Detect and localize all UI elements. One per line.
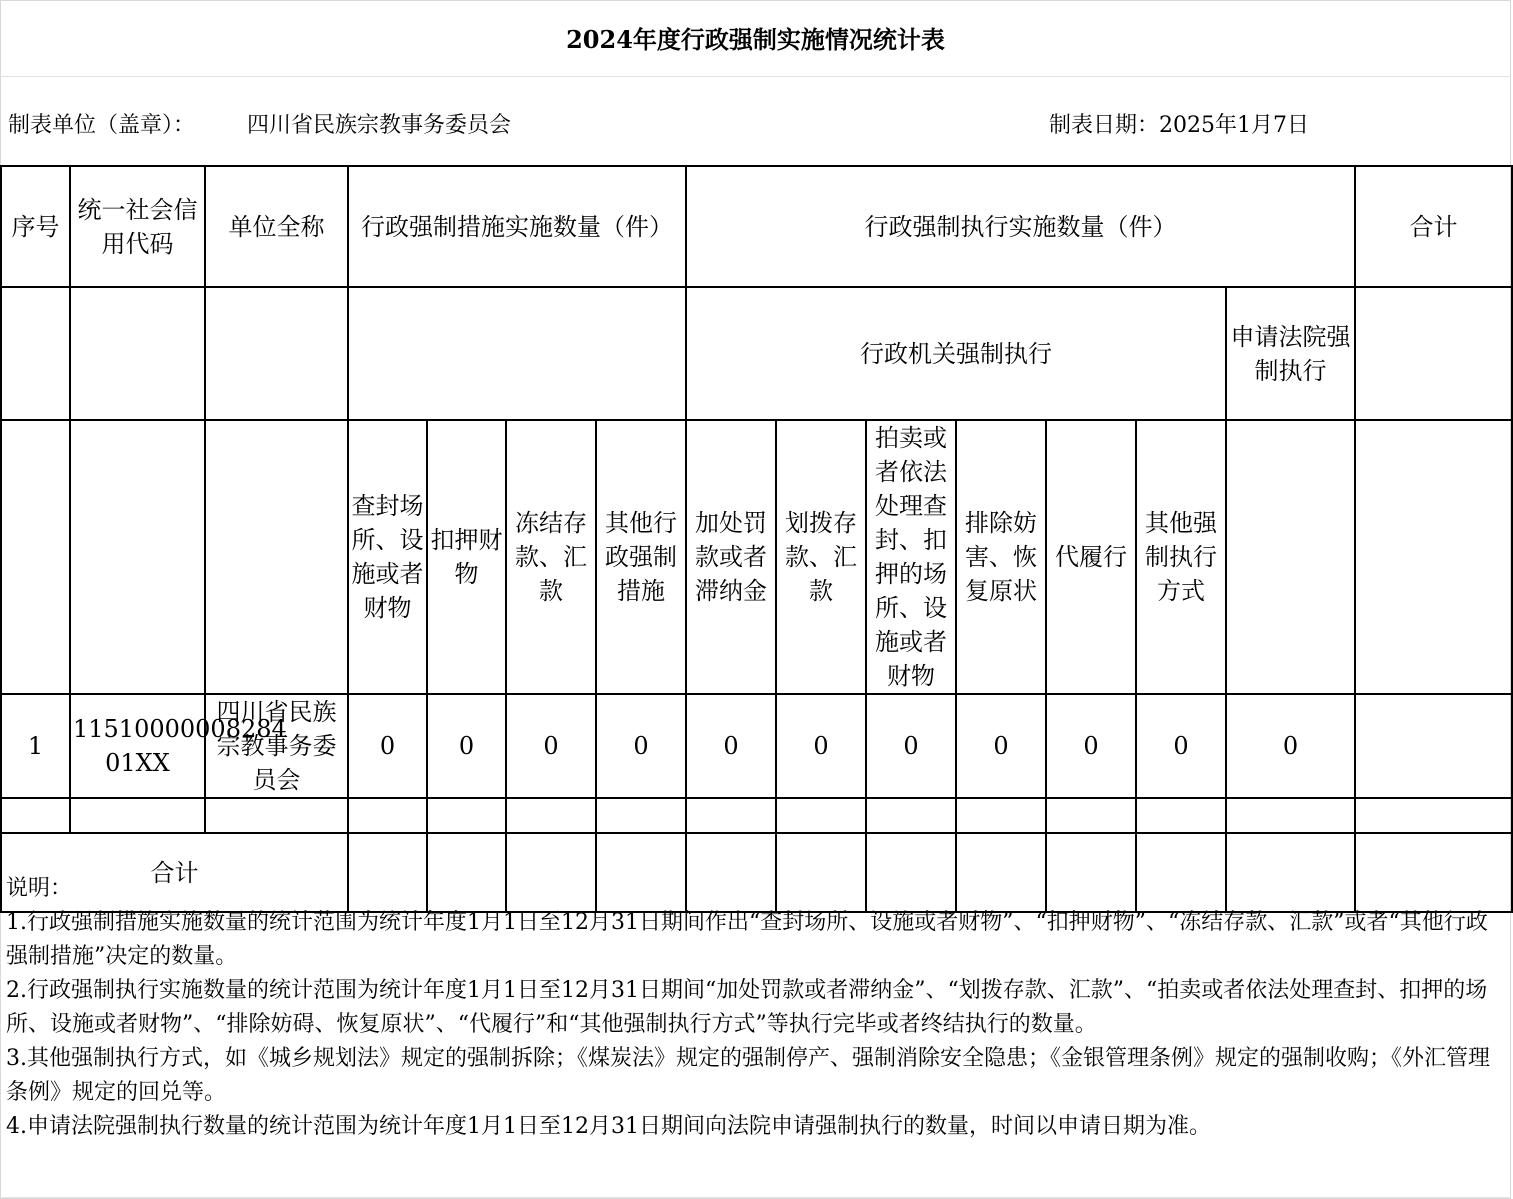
row-value: 0 [348,694,427,798]
header-col-transfer-deposits: 划拨存款、汇款 [776,420,866,694]
header-cell-empty [1355,420,1512,694]
page-title: 2024年度行政强制实施情况统计表 [566,25,945,54]
table-row [1,694,1512,798]
empty-cell [348,798,427,833]
row-court-value: 0 [1226,694,1355,798]
header-row-3 [1,420,1512,694]
row-value: 0 [596,694,686,798]
row-value: 0 [866,694,956,798]
unit-label: 制表单位（盖章）： [8,113,196,138]
bottom-rule [0,1197,1511,1198]
empty-cell [776,798,866,833]
header-cell-empty [70,420,205,694]
row-value: 0 [686,694,776,798]
date-value: 2025年1月7日 [1159,113,1309,138]
header-col-other-execution: 其他强制执行方式 [1136,420,1226,694]
header-col-auction: 拍卖或者依法处理查封、扣押的场所、设施或者财物 [866,420,956,694]
unit-value: 四川省民族宗教事务委员会 [247,113,512,138]
date-meta [1049,108,1309,139]
header-cell-empty [348,287,686,420]
row-value: 0 [427,694,506,798]
header-col-detain-property: 扣押财物 [427,420,506,694]
empty-cell [956,798,1046,833]
header-agency-execution: 行政机关强制执行 [686,287,1226,420]
empty-cell [596,798,686,833]
header-cell-empty [70,287,205,420]
header-court-execution: 申请法院强制执行 [1226,287,1355,420]
summary-label: 合计 [1,833,348,912]
header-col-late-fee: 加处罚款或者滞纳金 [686,420,776,694]
empty-cell [686,798,776,833]
header-col-seal-seize: 查封场所、设施或者财物 [348,420,427,694]
header-col-remove-obstruction: 排除妨害、恢复原状 [956,420,1046,694]
note-item: 4.申请法院强制执行数量的统计范围为统计年度1月1日至12月31日期间向法院申请强制执行的数量，时间以申请日期为准。 [6,1114,1211,1139]
header-col-substitute-performance: 代履行 [1046,420,1136,694]
header-row-1 [1,166,1512,287]
empty-cell [70,798,205,833]
header-seq: 序号 [1,166,70,287]
empty-cell [1355,798,1512,833]
header-cell-empty [1,420,70,694]
empty-cell [1226,798,1355,833]
header-credit-code: 统一社会信用代码 [70,166,205,287]
unit-meta [8,108,511,139]
table-row-empty [1,798,1512,833]
header-total: 合计 [1355,166,1512,287]
row-value: 0 [1136,694,1226,798]
row-value: 0 [1046,694,1136,798]
header-cell-empty [1226,420,1355,694]
date-label: 制表日期： [1049,113,1160,138]
note-item: 2.行政强制执行实施数量的统计范围为统计年度1月1日至12月31日期间“加处罚款或者滞纳金”、“划拨存款、汇款”、“拍卖或者依法处理查封、扣押的场所、设施或者财物”、“排除妨碍、恢复原状”、“代履行”和“其他强制执行方式”等执行完毕或者终结执行的数量。 [6,978,1488,1037]
header-measures-group: 行政强制措施实施数量（件） [348,166,686,287]
row-value: 0 [506,694,596,798]
header-cell-empty [205,287,348,420]
row-value: 0 [956,694,1046,798]
header-col-freeze-deposits: 冻结存款、汇款 [506,420,596,694]
note-item: 3.其他强制执行方式，如《城乡规划法》规定的强制拆除；《煤炭法》规定的强制停产、强制消除安全隐患；《金银管理条例》规定的强制收购；《外汇管理条例》规定的回兑等。 [6,1046,1490,1105]
statistics-table [0,165,1513,913]
empty-cell [1046,798,1136,833]
empty-cell [205,798,348,833]
empty-cell [866,798,956,833]
header-cell-empty [1355,287,1512,420]
header-execution-group: 行政强制执行实施数量（件） [686,166,1355,287]
empty-cell [506,798,596,833]
header-col-other-measures: 其他行政强制措施 [596,420,686,694]
empty-cell [1,798,70,833]
notes-heading: 说明： [6,876,73,901]
header-cell-empty [205,420,348,694]
header-row-2 [1,287,1512,420]
header-unit-name: 单位全称 [205,166,348,287]
row-total [1355,694,1512,798]
empty-cell [1136,798,1226,833]
row-seq: 1 [1,694,70,798]
row-credit-code: 11510000008284 01XX [70,694,205,798]
note-item: 1.行政强制措施实施数量的统计范围为统计年度1月1日至12月31日期间作出“查封场所、设施或者财物”、“扣押财物”、“冻结存款、汇款”或者“其他行政强制措施”决定的数量。 [6,910,1488,969]
header-cell-empty [1,287,70,420]
empty-cell [427,798,506,833]
notes-section [6,872,1502,1144]
row-value: 0 [776,694,866,798]
row-unit-name: 四川省民族宗教事务委员会 [205,694,348,798]
